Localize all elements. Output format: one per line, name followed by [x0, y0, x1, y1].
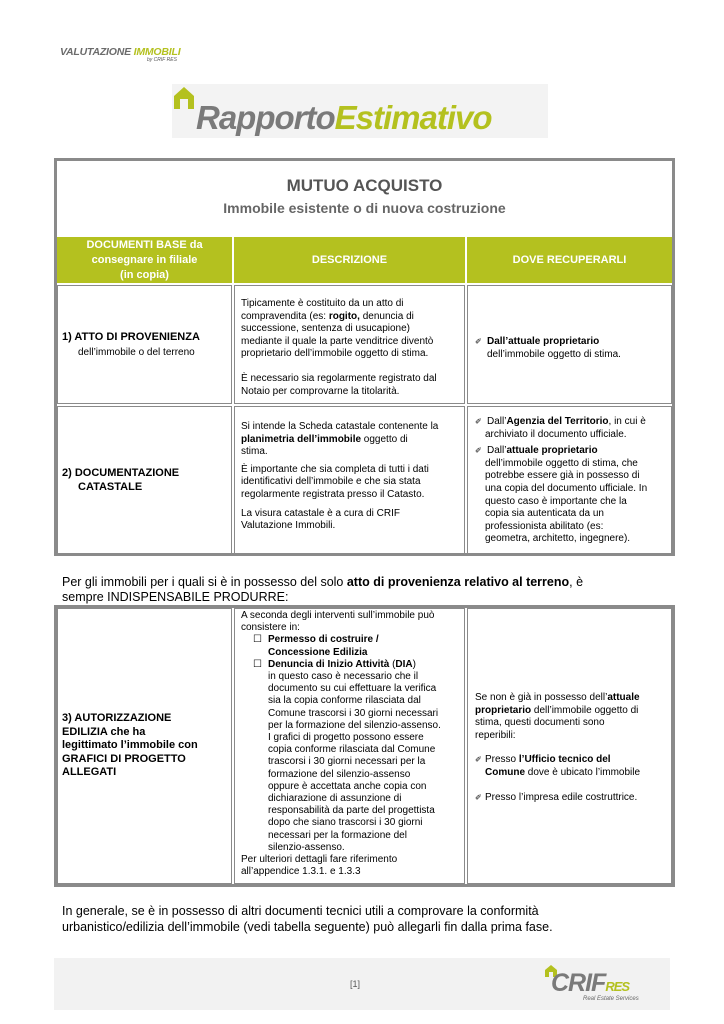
dia-line: responsabilità da parte del progettista — [268, 805, 435, 817]
page-subtitle: Immobile esistente o di nuova costruzione — [223, 200, 506, 216]
bottom-paragraph: In generale, se è in possesso di altri documenti tecnici utili a comprovare la conformità urbanistico/edilizia dell’immobile (vedi tabella seguente) può allegarli fin dalla prima fase. — [62, 904, 553, 934]
row3-description: A seconda degli interventi sull’immobile può consistere in: ☐ Permesso di costruire / Concessione Edilizia ☐ Denuncia di Inizio Attività (DIA) in questo caso è necessario che il documento su cui effettuare la verifica sia la copia conforme rilasciata dal Comune trascorsi i 30 giorni necessari per la formazione del silenzio-assenso. I grafici di progetto possono essere copia conforme rilasciata dal Comune trascorsi i 30 giorni necessari per la formazione del silenzio-assenso oppure è accettata anche copia con dichiarazione di assunzione di responsabilità da parte del progettista dopo che siano trascorsi i 30 giorni necessari per la formazione del silenzio-assenso. Per ulteriori dettagli fare riferimento all’appendice 1.3.1. e 1.3.3 — [241, 610, 463, 878]
row1-label-cell — [57, 285, 232, 404]
house-icon — [173, 86, 195, 110]
checkbox-icon: ☐ — [253, 634, 262, 646]
header-where: DOVE RECUPERARLI — [467, 237, 672, 283]
row1-where: ✐ Dall’attuale proprietario dell’immobile oggetto di stima. — [475, 336, 621, 360]
dia-line: sia la copia conforme rilasciata dal — [268, 695, 421, 707]
brand-logo: VALUTAZIONE IMMOBILI — [60, 46, 181, 58]
dia-line: in questo caso è necessario che il — [268, 671, 419, 683]
row2-label: 2) DOCUMENTAZIONE CATASTALE — [62, 467, 180, 493]
dia-line: dichiarazione di assunzione di — [268, 793, 402, 805]
dia-line: per la formazione del silenzio-assenso. — [268, 719, 441, 731]
dia-line: documento su cui effettuare la verifica — [268, 683, 437, 695]
row1-label: 1) ATTO DI PROVENIENZA — [62, 331, 200, 343]
dia-line: I grafici di progetto possono essere — [268, 732, 424, 744]
dia-line: necessari per la formazione del — [268, 829, 407, 841]
mid-paragraph: Per gli immobili per i quali si è in possesso del solo atto di provenienza relativo al terreno, è sempre INDISPENSABILE PRODURRE: — [62, 575, 584, 604]
dia-line: oppure è accettata anche copia con — [268, 780, 427, 792]
header-description: DESCRIZIONE — [234, 237, 465, 283]
crif-logo-sub: Real Estate Services — [583, 996, 639, 1002]
checkbox-icon: ☐ — [253, 658, 262, 670]
pencil-bullet-icon: ✐ — [475, 446, 482, 456]
row2-description: Si intende la Scheda catastale contenente la planimetria dell’immobile oggetto di stima. È importante che sia completa di tutti i dati identificativi dell’immobile e che sia stata regolarmente registrata presso il Catasto. La visura catastale è a cura di CRIF Valutazione Immobili. — [241, 421, 439, 532]
row1-sublabel: dell’immobile o del terreno — [78, 347, 195, 358]
pencil-bullet-icon: ✐ — [475, 755, 482, 765]
dia-line: dopo che siano trascorsi i 30 giorni — [268, 817, 423, 829]
page-number: [1] — [350, 979, 361, 989]
crif-logo: CRIFRES — [551, 969, 630, 997]
pencil-bullet-icon: ✐ — [475, 792, 482, 802]
dia-line: copia conforme rilasciata dal Comune — [268, 744, 436, 756]
dia-line: silenzio-assenso. — [268, 841, 345, 853]
dia-line: trascorsi i 30 giorni necessari per la — [268, 756, 426, 768]
row3-where: Se non è già in possesso dell’attuale proprietario dell’immobile oggetto di stima, questi documenti sono reperibili: ✐ Presso l’Ufficio tecnico del Comune dove è ubicato l’immobile ✐ Presso l’impresa edile costruttrice. — [475, 692, 641, 803]
row3-label: 3) AUTORIZZAZIONE EDILIZIA che ha legittimato l’immobile con GRAFICI DI PROGETTO ALLEGATI — [62, 712, 198, 778]
row2-where: ✐ Dall’Agenzia del Territorio, in cui è archiviato il documento ufficiale. ✐ Dall’attuale proprietario dell’immobile oggetto di stima, che potrebbe essere già in possesso di una copia del documento ufficiale. In questo caso è importante che la copia sia autenticata da un professionista abilitato (es: geometra, architetto, ingegnere). — [475, 416, 648, 545]
dia-line: Comune trascorsi i 30 giorni necessari — [268, 707, 439, 719]
header-documents: DOCUMENTI BASE da consegnare in filiale (in copia) — [57, 237, 232, 283]
row1-description: Tipicamente è costituito da un atto di compravendita (es: rogito, denuncia di successione, sentenza di usucapione) mediante il quale la parte venditrice diventò proprietario dell’immobile oggetto di stima. È necessario sia regolarmente registrato dal Notaio per comprovarne la titolarità. — [241, 298, 437, 397]
dia-details — [241, 671, 463, 854]
brand-sub: by CRIF RES — [147, 57, 177, 63]
page-title: MUTUO ACQUISTO — [286, 176, 443, 195]
dia-line: formazione del silenzio-assenso — [268, 768, 411, 780]
pencil-bullet-icon: ✐ — [475, 337, 482, 346]
report-title: RapportoEstimativo — [196, 99, 492, 136]
pencil-bullet-icon: ✐ — [475, 417, 482, 426]
